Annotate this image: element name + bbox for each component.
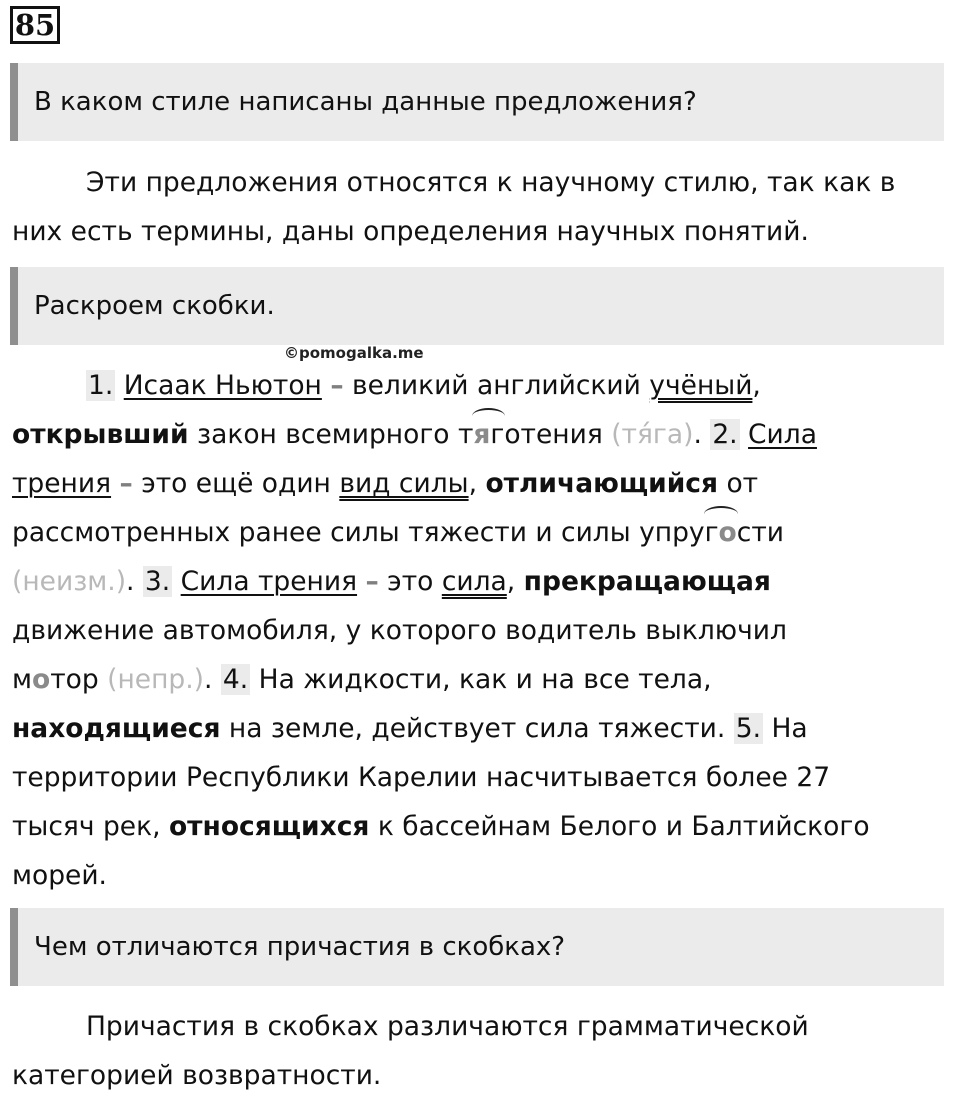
subject: Исаак Ньютон — [123, 370, 322, 401]
task-number: 85 — [10, 6, 60, 44]
sentence-number: 4. — [222, 664, 249, 695]
question-text: Чем отличаются причастия в скобках? — [34, 932, 566, 962]
vowel: о — [718, 517, 737, 548]
subject: Сила — [748, 419, 817, 450]
sentence-line — [12, 361, 958, 410]
question-text: Раскроем скобки. — [34, 291, 275, 321]
answer-difference — [12, 1002, 958, 1100]
vowel: я — [473, 419, 491, 450]
text: На — [771, 713, 808, 744]
answer-line: Эти предложения относятся к научному стилю, так как в — [86, 167, 896, 198]
sentence-line — [12, 557, 958, 606]
text: . — [126, 566, 135, 597]
answer-line: Причастия в скобках различаются грамматической — [86, 1011, 809, 1042]
dash: – — [119, 468, 133, 499]
vowel: о — [32, 664, 51, 695]
root-mark — [705, 508, 737, 557]
sentence-line — [12, 410, 958, 459]
subject: трения — [12, 468, 112, 499]
subject: Сила трения — [180, 566, 358, 597]
text: к бассейнам Белого и Балтийского — [377, 811, 870, 842]
text: , — [468, 468, 478, 499]
question-text: В каком стиле написаны данные предложения? — [34, 87, 697, 117]
sentence-line — [12, 508, 958, 557]
text: На жидкости, как и на все тела, — [258, 664, 712, 695]
sentence-line — [12, 459, 958, 508]
sentence-line: территории Республики Карелии насчитывается более 27 — [12, 762, 831, 793]
text: на земле, действует сила тяжести. — [228, 713, 726, 744]
sentence-line — [12, 802, 958, 851]
sentence-line — [12, 655, 958, 704]
text: . — [204, 664, 213, 695]
predicate: вид силы — [339, 468, 469, 499]
participle: открывший — [12, 419, 189, 450]
text: великий английский — [352, 370, 641, 401]
question-bar-3 — [10, 908, 944, 986]
text: тысяч рек, — [12, 811, 161, 842]
watermark: ©pomogalka.me — [284, 344, 424, 362]
sentence-line — [12, 704, 958, 753]
word-with-root — [458, 419, 603, 450]
answer-style — [12, 158, 958, 256]
sentence-number: 1. — [88, 370, 114, 401]
answer-line: категорией возвратности. — [12, 1060, 382, 1091]
letter: г — [704, 517, 719, 548]
letter: м — [12, 664, 32, 695]
text: , — [752, 370, 761, 401]
sentence-number: 5. — [735, 713, 762, 744]
text: , — [506, 566, 516, 597]
dash: – — [365, 566, 379, 597]
hint: (непр.) — [107, 664, 205, 695]
participle: прекращающая — [523, 566, 771, 597]
answer-line: них есть термины, даны определения научных понятий. — [12, 216, 809, 247]
letter: т — [457, 419, 474, 450]
participle: находящиеся — [12, 713, 221, 744]
letter: сти — [736, 517, 784, 548]
participle: отличающийся — [485, 468, 718, 499]
hint: (неизм.) — [12, 566, 127, 597]
question-bar-1 — [10, 63, 944, 141]
text: это ещё один — [141, 468, 331, 499]
sentence-line: морей. — [12, 860, 107, 891]
sentence-line: движение автомобиля, у которого водитель выключил — [12, 615, 787, 646]
root-mark — [473, 410, 504, 459]
text: закон всемирного — [196, 419, 450, 450]
text: . — [693, 419, 702, 450]
text: от — [726, 468, 759, 499]
predicate: сила — [441, 566, 507, 597]
question-bar-2 — [10, 267, 944, 345]
sentence-number: 3. — [144, 566, 171, 597]
participle: относящихся — [168, 811, 370, 842]
sentence-number: 2. — [712, 419, 738, 450]
letter: г — [490, 419, 505, 450]
sentences-block — [12, 361, 958, 900]
text: это — [387, 566, 434, 597]
letter: отения — [504, 419, 603, 450]
text: рассмотренных ранее силы тяжести и силы упру — [12, 517, 705, 548]
dash: – — [330, 370, 344, 401]
letter: тор — [50, 664, 99, 695]
hint: (тя́га) — [611, 419, 694, 450]
predicate: учёный — [649, 370, 753, 401]
